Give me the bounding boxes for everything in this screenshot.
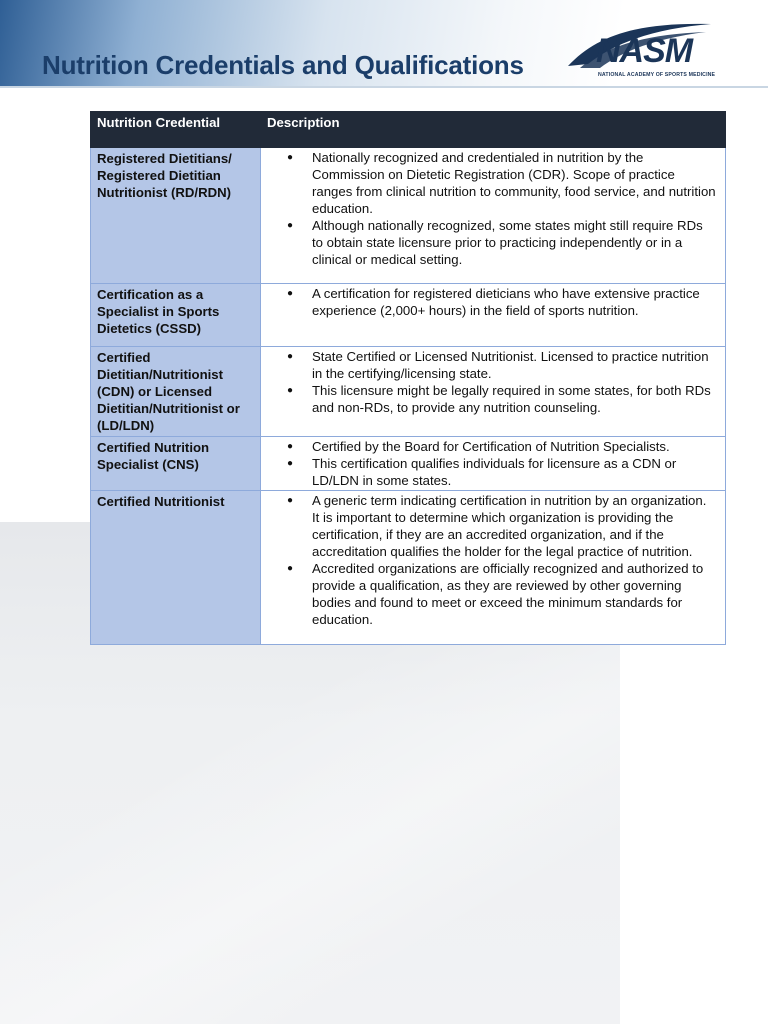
bullet-item: ● A certification for registered dieticians who have extensive practice experience (2,000+ hours) in the field of sports nutrition. (287, 285, 717, 319)
page-title: Nutrition Credentials and Qualifications (42, 50, 524, 80)
header-description: Description (261, 112, 726, 148)
table-row (91, 491, 726, 645)
bullet-list (287, 149, 717, 268)
credential-cell: Certified Nutrition Specialist (CNS) (91, 437, 261, 491)
bullet-item: ● Certified by the Board for Certification of Nutrition Specialists. (287, 438, 717, 455)
logo-tagline: NATIONAL ACADEMY OF SPORTS MEDICINE (598, 72, 716, 78)
bullet-list (287, 348, 717, 416)
nasm-logo (566, 18, 726, 84)
credential-cell: Certification as a Specialist in Sports Dietetics (CSSD) (91, 284, 261, 347)
bullet-item: ● Accredited organizations are officially recognized and authorized to provide a qualification, as they are reviewed by other governing bodies and found to meet or exceed the minimum standards for education. (287, 560, 717, 628)
credential-cell: Certified Nutritionist (91, 491, 261, 645)
table-row (91, 148, 726, 284)
bullet-item: ● This licensure might be legally required in some states, for both RDs and non-RDs, to provide any nutrition counseling. (287, 382, 717, 416)
credential-cell: Registered Dietitians/ Registered Dietitian Nutritionist (RD/RDN) (91, 148, 261, 284)
bullet-item: ● Nationally recognized and credentialed in nutrition by the Commission on Dietetic Registration (CDR). Scope of practice ranges from clinical nutrition to community, food service, and nutrition education. (287, 149, 717, 217)
description-cell (261, 491, 726, 645)
bullet-list (287, 492, 717, 628)
bullet-list (287, 285, 717, 319)
table-row (91, 437, 726, 491)
bullet-item: ● This certification qualifies individuals for licensure as a CDN or LD/LDN in some states. (287, 455, 717, 489)
table-row (91, 284, 726, 347)
description-cell (261, 284, 726, 347)
description-cell (261, 148, 726, 284)
description-cell (261, 437, 726, 491)
bullet-item: ● Although nationally recognized, some states might still require RDs to obtain state licensure prior to practicing independently or in a clinical or medical setting. (287, 217, 717, 268)
header-credential: Nutrition Credential (91, 112, 261, 148)
table-header-row (91, 112, 726, 148)
credentials-table (90, 111, 726, 645)
credential-cell: Certified Dietitian/Nutritionist (CDN) or Licensed Dietitian/Nutritionist or (LD/LDN) (91, 347, 261, 437)
bullet-item: ● State Certified or Licensed Nutritionist. Licensed to practice nutrition in the certifying/licensing state. (287, 348, 717, 382)
table-row (91, 347, 726, 437)
description-cell (261, 347, 726, 437)
bullet-list (287, 438, 717, 489)
bullet-item: ● A generic term indicating certification in nutrition by an organization. It is important to determine which organization is providing the certification, if they are an accredited organization, and if the accreditation qualifies the holder for the legal practice of nutrition. (287, 492, 717, 560)
logo-wordmark: NASM (596, 32, 693, 70)
